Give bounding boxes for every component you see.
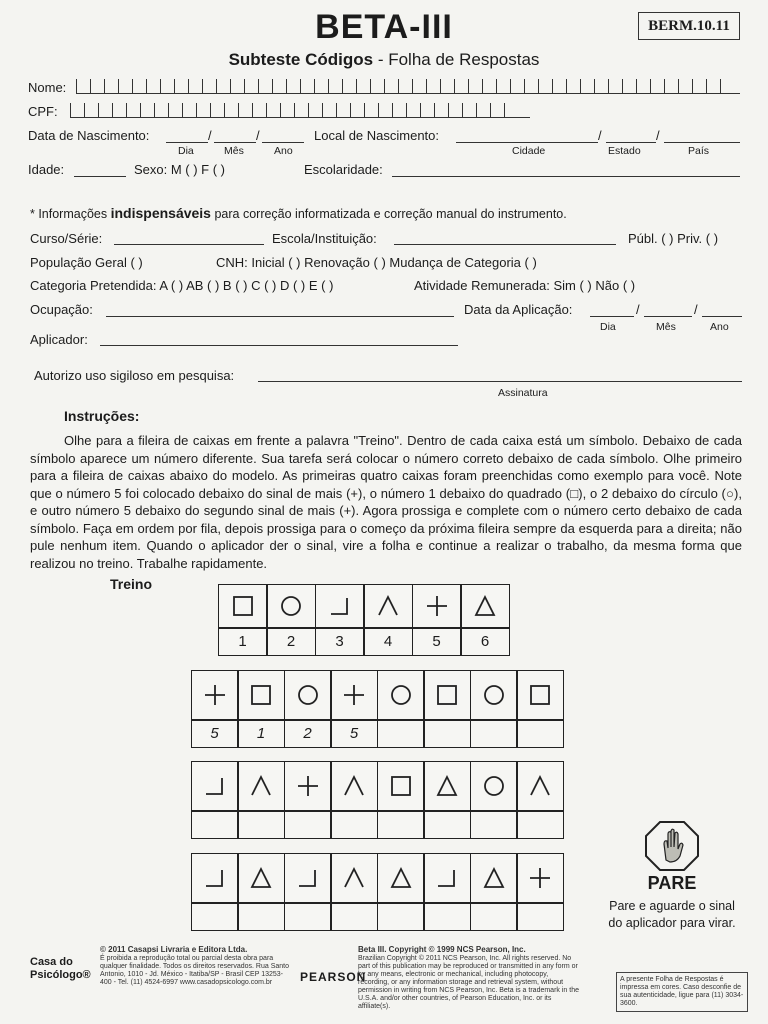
info-note [30,205,567,221]
publisher-line-2: Psicólogo® [30,969,91,981]
char-box-tick [98,103,99,117]
answer-cell[interactable] [192,904,237,930]
char-box-tick [636,79,637,93]
char-box-tick [454,79,455,93]
char-box-tick [476,103,477,117]
answer-cell[interactable] [192,812,237,838]
instructions-body: Olhe para a fileira de caixas em frente a palavra "Treino". Dentro de cada caixa está um símbolo. Debaixo de cada símbolo aparece um número diferente. Sua tarefa será colocar o número correto debaixo de cada símbolo. Olhe primeiro para a fileira de caixas abaixo do modelo. As primeiras quatro caixas foram preenchidas como exemplo para você. Note que o número 5 foi colocado debaixo do sinal de mais (+), o número 1 debaixo do quadrado (□), o 2 debaixo do círculo (○), e outro número 5 debaixo do segundo sinal de mais (+). Agora prossiga e complete com o número certo debaixo de cada símbolo. Faça em ordem por fila, depois prossiga para o começo da próxima fileira sempre da esquerda para a direita; não pule nenhum item. Quando o aplicador der o sinal, vire a folha e continue a realizar o trabalho, da mesma forma que realizou no treino. Trabalhe rapidamente. [30,433,742,571]
app-day-caption: Dia [600,321,616,333]
publisher-line-1: Casa do [30,956,73,968]
char-box-tick [84,103,85,117]
char-box-tick [182,103,183,117]
year-caption: Ano [274,145,293,157]
sex-options[interactable]: Sexo: M ( ) F ( ) [134,162,225,177]
answer-cell[interactable] [471,904,516,930]
char-box-tick [90,79,91,93]
pearson-copyright-body: Brazilian Copyright © 2011 NCS Pearson, Inc. All rights reserved. No part of this publication may be reproduced or transmitted in any form or by any means, electronic or mechanical, including photocopy, recording, or any information storage and retrieval system, without permission in writing from NCS Pearson, Inc. Beta is a trademark in the U.S.A. and/or other countries, of Pearson Education, Inc. or its affiliate(s). [358,955,579,1010]
key-number: 1 [219,629,266,655]
circle-symbol-icon [471,671,516,719]
occupation-field[interactable] [106,316,454,317]
general-population-option[interactable]: População Geral ( ) [30,255,143,270]
char-box-tick [692,79,693,93]
birth-day-field[interactable] [166,142,208,143]
subtitle-main: Subteste Códigos [228,50,374,69]
app-month-field[interactable] [644,316,692,317]
char-box-tick [70,103,71,117]
course-label: Curso/Série: [30,231,103,246]
square-symbol-icon [239,671,284,719]
caret-symbol-icon [332,854,377,902]
char-box-tick [482,79,483,93]
day-caption: Dia [178,145,194,157]
char-box-tick [112,103,113,117]
school-field[interactable] [394,244,616,245]
answer-cell[interactable] [425,721,470,747]
char-box-tick [216,79,217,93]
cpf-field[interactable] [70,103,530,118]
char-box-tick [308,103,309,117]
answer-cell[interactable] [285,904,330,930]
corner-symbol-icon [192,762,237,810]
triangle-symbol-icon [425,762,470,810]
stop-label: PARE [647,873,697,893]
caret-symbol-icon [365,585,412,627]
char-box-tick [342,79,343,93]
char-box-tick [608,79,609,93]
char-box-tick [244,79,245,93]
char-box-tick [294,103,295,117]
publisher-logo [30,956,91,982]
plus-symbol-icon [285,762,330,810]
char-box-tick [510,79,511,93]
school-label: Escola/Instituição: [272,231,377,246]
plus-symbol-icon [332,671,377,719]
caret-symbol-icon [239,762,284,810]
key-number: 2 [268,629,315,655]
slash: / [208,128,212,143]
char-box-tick [398,79,399,93]
subtitle-rest: - Folha de Respostas [373,50,540,69]
square-symbol-icon [378,762,423,810]
practice-row-1 [191,670,564,748]
cnh-options[interactable]: CNH: Inicial ( ) Renovação ( ) Mudança de Categoria ( ) [216,255,537,270]
char-box-tick [322,103,323,117]
char-box-tick [350,103,351,117]
cpf-label: CPF: [28,104,58,119]
answer-cell[interactable] [332,812,377,838]
char-box-tick [664,79,665,93]
paid-activity-options[interactable]: Atividade Remunerada: Sim ( ) Não ( ) [414,278,636,293]
country-caption: País [688,145,710,157]
schooling-field[interactable] [392,176,740,177]
char-box-tick [258,79,259,93]
applicator-label: Aplicador: [30,332,88,347]
char-box-tick [328,79,329,93]
answer-cell[interactable] [378,812,423,838]
answer-cell[interactable] [425,904,470,930]
char-box-tick [440,79,441,93]
char-box-tick [132,79,133,93]
signature-field[interactable] [258,381,742,382]
char-box-tick [280,103,281,117]
answer-cell[interactable] [332,904,377,930]
app-year-caption: Ano [710,321,729,333]
circle-symbol-icon [285,671,330,719]
char-box-tick [594,79,595,93]
pearson-logo: PEARSON [300,970,367,984]
stop-instruction [582,898,762,932]
caret-symbol-icon [332,762,377,810]
stop-hand-icon [642,820,702,872]
answer-cell[interactable] [471,812,516,838]
slash: / [256,128,260,143]
app-day-field[interactable] [590,316,634,317]
casapsi-copyright-body: É proibida a reprodução total ou parcial desta obra para qualquer finalidade. Todos os direitos reservados. Rua Santo Antonio, 1010 - Jd. México - Itatiba/SP - Brasil CEP 13253-400 - Tel. (11) 4524-6997 www.casadopsicologo.com.br [100,955,289,986]
char-box-tick [364,103,365,117]
char-box-tick [224,103,225,117]
answer-cell[interactable]: 5 [192,721,237,747]
char-box-tick [174,79,175,93]
char-box-tick [412,79,413,93]
square-symbol-icon [219,585,266,627]
practice-row-2 [191,761,564,839]
plus-symbol-icon [192,671,237,719]
circle-symbol-icon [471,762,516,810]
char-box-tick [426,79,427,93]
char-box-tick [272,79,273,93]
char-box-tick [160,79,161,93]
stop-line-2: do aplicador para virar. [608,916,736,930]
age-label: Idade: [28,162,65,177]
application-date-label: Data da Aplicação: [464,302,573,317]
casapsi-copyright-title: © 2011 Casapsi Livraria e Editora Ltda. [100,945,248,954]
stop-line-1: Pare e aguarde o sinal [609,899,735,913]
answer-cell[interactable] [285,812,330,838]
practice-label: Treino [110,576,153,592]
occupation-label: Ocupação: [30,302,93,317]
answer-cell[interactable] [378,904,423,930]
char-box-tick [580,79,581,93]
char-box-tick [566,79,567,93]
applicator-field[interactable] [100,345,458,346]
caret-symbol-icon [518,762,563,810]
plus-symbol-icon [518,854,563,902]
answer-cell[interactable] [239,812,284,838]
char-box-tick [392,103,393,117]
info-prefix: * Informações [30,207,111,221]
country-field[interactable] [664,142,740,143]
char-box-tick [406,103,407,117]
char-box-tick [434,103,435,117]
char-box-tick [420,103,421,117]
answer-cell[interactable] [518,812,563,838]
char-box-tick [140,103,141,117]
char-box-tick [504,103,505,117]
corner-symbol-icon [316,585,363,627]
char-box-tick [720,79,721,93]
nome-label: Nome: [28,80,67,95]
answer-cell[interactable] [425,812,470,838]
slash: / [636,302,640,317]
char-box-tick [230,79,231,93]
char-box-tick [238,103,239,117]
key-number: 3 [316,629,363,655]
practice-row-3 [191,853,564,931]
corner-symbol-icon [285,854,330,902]
corner-symbol-icon [425,854,470,902]
char-box-tick [336,103,337,117]
instructions-text [30,432,742,572]
char-box-tick [552,79,553,93]
authenticity-notice: A presente Folha de Respostas é impressa em cores. Caso desconfie de sua autenticidade, ligue para (11) 3034-3600. [616,972,748,1012]
circle-symbol-icon [378,671,423,719]
char-box-tick [356,79,357,93]
char-box-tick [538,79,539,93]
key-number: 6 [462,629,509,655]
circle-symbol-icon [268,585,315,627]
char-box-tick [650,79,651,93]
app-year-field[interactable] [702,316,742,317]
char-box-tick [448,103,449,117]
char-box-tick [378,103,379,117]
birthplace-label: Local de Nascimento: [314,128,440,143]
pearson-copyright-title: Beta III. Copyright © 1999 NCS Pearson, Inc. [358,945,526,954]
pearson-copyright [358,946,580,1011]
char-box-tick [76,79,77,93]
research-consent-label: Autorizo uso sigiloso em pesquisa: [34,368,235,383]
char-box-tick [188,79,189,93]
char-box-tick [252,103,253,117]
char-box-tick [384,79,385,93]
symbol-key-table [218,584,510,656]
answer-cell[interactable]: 5 [332,721,377,747]
char-box-tick [286,79,287,93]
char-box-tick [104,79,105,93]
square-symbol-icon [518,671,563,719]
char-box-tick [462,103,463,117]
char-box-tick [118,79,119,93]
info-suffix: para correção informatizada e correção manual do instrumento. [210,207,567,221]
age-field[interactable] [74,176,126,177]
square-symbol-icon [425,671,470,719]
char-box-tick [678,79,679,93]
birth-month-field[interactable] [214,142,256,143]
casapsi-copyright [100,946,290,987]
slash: / [656,128,660,143]
public-private-options[interactable]: Públ. ( ) Priv. ( ) [628,231,719,246]
course-field[interactable] [114,244,264,245]
page-subtitle [0,50,768,70]
schooling-label: Escolaridade: [304,162,383,177]
month-caption: Mês [224,145,244,157]
city-field[interactable] [456,142,598,143]
info-bold: indispensáveis [110,205,211,221]
answer-cell[interactable] [471,721,516,747]
instructions-heading: Instruções: [64,408,140,424]
corner-symbol-icon [192,854,237,902]
triangle-symbol-icon [239,854,284,902]
nome-field[interactable] [76,79,740,94]
app-month-caption: Mês [656,321,676,333]
key-number: 5 [413,629,460,655]
answer-cell[interactable]: 1 [239,721,284,747]
state-caption: Estado [608,145,641,157]
plus-symbol-icon [413,585,460,627]
state-field[interactable] [606,142,656,143]
category-options[interactable]: Categoria Pretendida: A ( ) AB ( ) B ( ) C ( ) D ( ) E ( ) [30,278,334,293]
form-code-badge: BERM.10.11 [638,12,740,40]
triangle-symbol-icon [471,854,516,902]
char-box-tick [300,79,301,93]
answer-cell[interactable] [518,904,563,930]
char-box-tick [490,103,491,117]
char-box-tick [202,79,203,93]
slash: / [598,128,602,143]
char-box-tick [210,103,211,117]
birthdate-label: Data de Nascimento: [28,128,150,143]
signature-caption: Assinatura [498,387,548,399]
triangle-symbol-icon [462,585,509,627]
char-box-tick [126,103,127,117]
key-number: 4 [365,629,412,655]
char-box-tick [314,79,315,93]
char-box-tick [370,79,371,93]
char-box-tick [496,79,497,93]
char-box-tick [622,79,623,93]
char-box-tick [196,103,197,117]
char-box-tick [154,103,155,117]
page-title: BETA-III [315,8,453,46]
char-box-tick [266,103,267,117]
triangle-symbol-icon [378,854,423,902]
char-box-tick [524,79,525,93]
slash: / [694,302,698,317]
answer-cell[interactable] [239,904,284,930]
char-box-tick [706,79,707,93]
char-box-tick [146,79,147,93]
answer-cell[interactable] [378,721,423,747]
answer-cell[interactable]: 2 [285,721,330,747]
char-box-tick [168,103,169,117]
char-box-tick [468,79,469,93]
city-caption: Cidade [512,145,546,157]
answer-cell[interactable] [518,721,563,747]
birth-year-field[interactable] [262,142,304,143]
